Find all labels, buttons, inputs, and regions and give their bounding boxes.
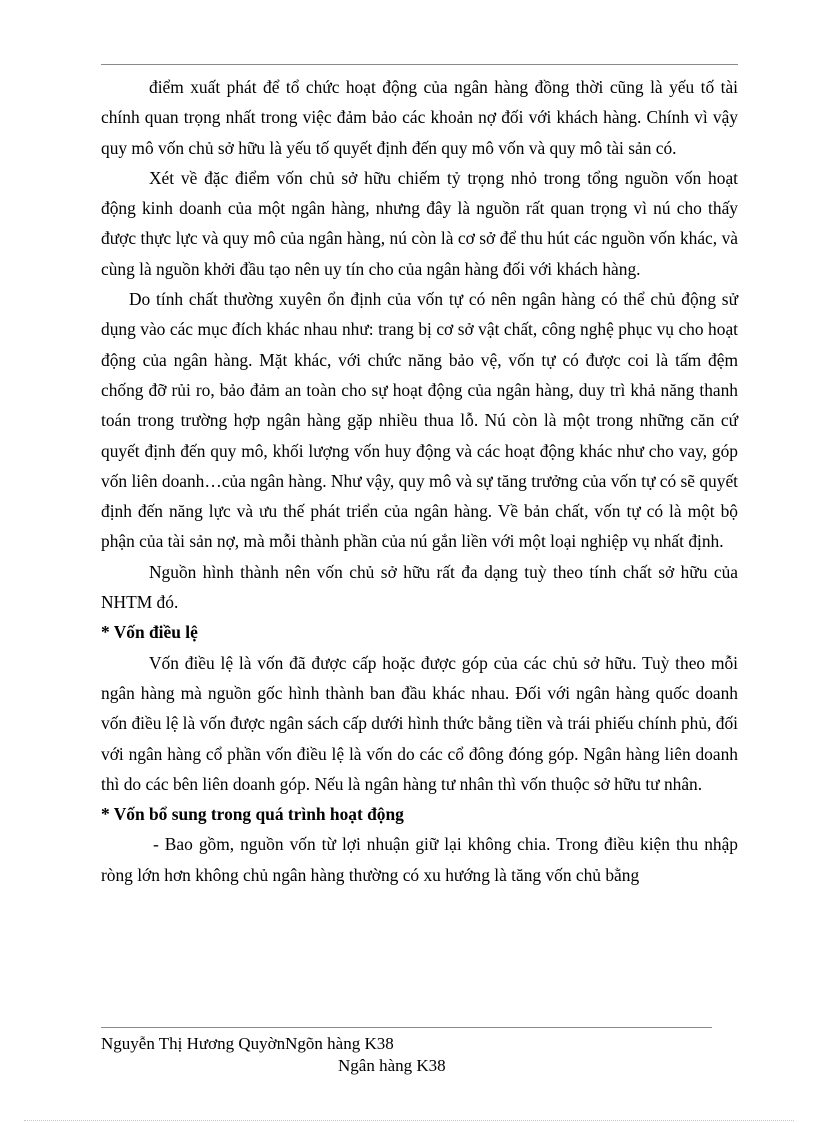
- paragraph-6: - Bao gồm, nguồn vốn từ lợi nhuận giữ lại không chia. Trong điều kiện thu nhập ròng lớn hơn không chủ ngân hàng thường có xu hướng là tăng vốn chủ bằng: [101, 834, 738, 885]
- header-rule: [101, 64, 738, 65]
- heading-charter-capital: * Vốn điều lệ: [101, 622, 198, 643]
- paragraph-3: Do tính chất thường xuyên ổn định của vốn tự có nên ngân hàng có thể chủ động sử dụng vào các mục đích khác nhau như: trang bị cơ sở vật chất, công nghệ phục vụ cho hoạt động của ngân hàng. Mặt khác, với chức năng bảo vệ, vốn tự có được coi là tấm đệm chống đỡ rủi ro, bảo đảm an toàn cho sự hoạt động của ngân hàng, duy trì khả năng thanh toán trong trường hợp ngân hàng gặp nhiều thua lỗ. Nú còn là một trong những căn cứ quyết định đến quy mô, khối lượng vốn huy động và các hoạt động khác như cho vay, góp vốn liên doanh…của ngân hàng. Như vậy, quy mô và sự tăng trưởng của vốn tự có sẽ quyết định đến năng lực và ưu thế phát triển của ngân hàng. Về bản chất, vốn tự có là một bộ phận của tài sản nợ, mà mỗi thành phần của nú gắn liền với một loại nghiệp vụ nhất định.: [101, 289, 738, 552]
- paragraph-2: Xét về đặc điểm vốn chủ sở hữu chiếm tỷ trọng nhỏ trong tổng nguồn vốn hoạt động kinh doanh của một ngân hàng, nhưng đây là nguồn rất quan trọng vì nú cho thấy được thực lực và quy mô của ngân hàng, nú còn là cơ sở để thu hút các nguồn vốn khác, và cùng là nguồn khởi đầu tạo nên uy tín cho của ngân hàng đối với khách hàng.: [101, 167, 738, 279]
- footer-class: Ngân hàng K38: [338, 1056, 446, 1075]
- heading-supplementary-capital: * Vốn bổ sung trong quá trình hoạt động: [101, 804, 404, 825]
- page-bottom-border: [24, 1120, 794, 1121]
- document-body: [101, 72, 738, 890]
- footer-author: Nguyễn Thị Hương QuyờnNgõn hàng K38: [101, 1034, 394, 1053]
- footer-rule: [101, 1027, 712, 1028]
- paragraph-4: Nguồn hình thành nên vốn chủ sở hữu rất đa dạng tuỳ theo tính chất sở hữu của NHTM đó.: [101, 561, 738, 613]
- page-footer: [101, 1033, 712, 1077]
- paragraph-5: Vốn điều lệ là vốn đã được cấp hoặc được góp của các chủ sở hữu. Tuỳ theo mỗi ngân hàng mà nguồn gốc hình thành ban đầu khác nhau. Đối với ngân hàng quốc doanh vốn điều lệ là vốn được ngân sách cấp dưới hình thức bằng tiền và trái phiếu chính phủ, đối với ngân hàng cổ phần vốn điều lệ là vốn do các cổ đông đóng góp. Ngân hàng liên doanh thì do các bên liên doanh góp. Nếu là ngân hàng tư nhân thì vốn thuộc sở hữu tư nhân.: [101, 652, 738, 794]
- paragraph-1: điểm xuất phát để tổ chức hoạt động của ngân hàng đồng thời cũng là yếu tố tài chính quan trọng nhất trong việc đảm bảo các khoản nợ đối với khách hàng. Chính vì vậy quy mô vốn chủ sở hữu là yếu tố quyết định đến quy mô vốn và quy mô tài sản có.: [101, 77, 738, 158]
